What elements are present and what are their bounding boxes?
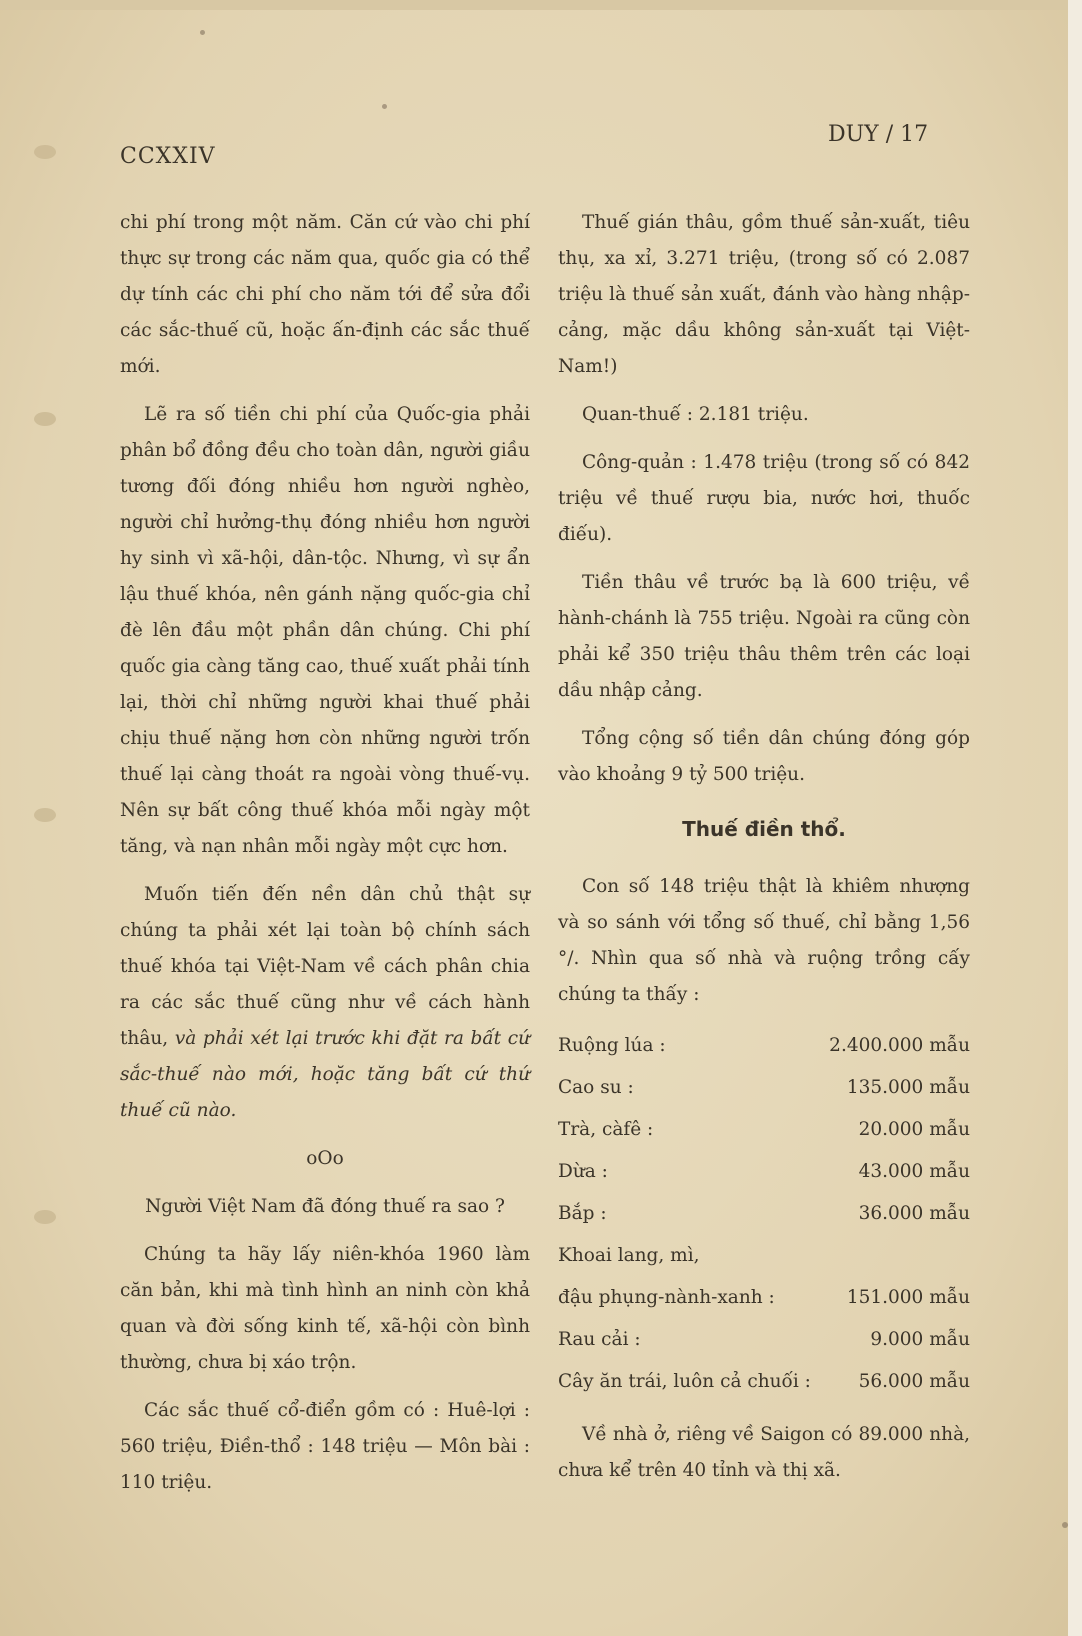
- paragraph: Tổng cộng số tiền dân chúng đóng góp vào khoảng 9 tỷ 500 triệu.: [558, 728, 970, 785]
- crop-value: 2.400.000 mẫu: [829, 1035, 970, 1056]
- crop-value: 135.000 mẫu: [846, 1077, 970, 1098]
- paragraph: Các sắc thuế cổ-điển gồm có : Huê-lợi : 560 triệu, Điền-thổ : 148 triệu — Môn bài : 110 triệu.: [120, 1400, 530, 1493]
- italic-text: và phải xét lại trước khi đặt ra bất cứ sắc-thuế nào mới, hoặc tăng bất cứ thứ thuế cũ nào.: [120, 1028, 530, 1121]
- paragraph: Tiền thâu về trước bạ là 600 triệu, về hành-chánh là 755 triệu. Ngoài ra cũng còn phải kể 350 triệu thâu thêm trên các loại dầu nhập cảng.: [558, 572, 970, 701]
- paragraph: Chúng ta hãy lấy niên-khóa 1960 làm căn bản, khi mà tình hình an ninh còn khả quan và đời sống kinh tế, xã-hội còn bình thường, chưa bị xáo trộn.: [120, 1244, 530, 1373]
- paragraph: [120, 877, 530, 1129]
- list-item: Khoai lang, mì,: [558, 1245, 700, 1266]
- list-item: [558, 1025, 970, 1067]
- page-right-edge: [1068, 0, 1082, 1636]
- paragraph: chi phí trong một năm. Căn cứ vào chi phí thực sự trong các năm qua, quốc gia có thể dự tính các chi phí cho năm tới để sửa đổi các sắc-thuế cũ, hoặc ấn-định các sắc thuế mới.: [120, 212, 530, 377]
- crop-value: 20.000 mẫu: [858, 1119, 970, 1140]
- paragraph: Thuế gián thâu, gồm thuế sản-xuất, tiêu thụ, xa xỉ, 3.271 triệu, (trong số có 2.087 triệu là thuế sản xuất, đánh vào hàng nhập-cảng, mặc dầu không sản-xuất tại Việt-Nam!): [558, 212, 970, 377]
- paragraph: Công-quản : 1.478 triệu (trong số có 842 triệu về thuế rượu bia, nước hơi, thuốc điếu).: [558, 452, 970, 545]
- paragraph-text: Muốn tiến đến nền dân chủ thật sự chúng ta phải xét lại toàn bộ chính sách thuế khóa tại Việt-Nam về cách phân chia ra các sắc thuế cũng như về cách hành thâu,: [120, 884, 530, 1049]
- right-column: [558, 205, 970, 1501]
- crop-label: Cao su :: [558, 1077, 634, 1098]
- list-item: [558, 1361, 970, 1403]
- list-item: [558, 1193, 970, 1235]
- page-top-edge: [0, 0, 1082, 10]
- crop-value: 36.000 mẫu: [858, 1203, 970, 1224]
- speck: [1062, 1522, 1068, 1528]
- page-header-left: CCXXIV: [120, 144, 216, 169]
- binding-hole: [34, 808, 56, 822]
- crop-label: Bắp :: [558, 1203, 607, 1224]
- crop-value: 9.000 mẫu: [870, 1329, 970, 1350]
- crop-label: Rau cải :: [558, 1329, 641, 1350]
- list-item: [558, 1319, 970, 1361]
- paragraph: Về nhà ở, riêng về Saigon có 89.000 nhà, chưa kể trên 40 tỉnh và thị xã.: [558, 1424, 970, 1481]
- crop-value: 56.000 mẫu: [858, 1371, 970, 1392]
- crop-label: Cây ăn trái, luôn cả chuối :: [558, 1371, 811, 1392]
- crop-label: Trà, càfê :: [558, 1119, 654, 1140]
- section-heading: Thuế điền thổ.: [682, 817, 846, 841]
- paragraph: Con số 148 triệu thật là khiêm nhượng và so sánh với tổng số thuế, chỉ bằng 1,56 °/. Nhìn qua số nhà và ruộng trồng cấy chúng ta thấy :: [558, 876, 970, 1005]
- crop-label: Dừa :: [558, 1161, 608, 1182]
- paragraph: Quan-thuế : 2.181 triệu.: [582, 404, 809, 425]
- crop-value: 43.000 mẫu: [858, 1161, 970, 1182]
- crop-value: 151.000 mẫu: [846, 1287, 970, 1308]
- crop-label: đậu phụng-nành-xanh :: [558, 1287, 775, 1308]
- list-item: [558, 1109, 970, 1151]
- binding-hole: [34, 145, 56, 159]
- section-separator: oOo: [306, 1148, 344, 1169]
- speck: [200, 30, 205, 35]
- binding-hole: [34, 412, 56, 426]
- speck: [382, 104, 387, 109]
- section-question: Người Việt Nam đã đóng thuế ra sao ?: [145, 1196, 505, 1217]
- binding-hole: [34, 1210, 56, 1224]
- crop-list: [558, 1025, 970, 1403]
- crop-label: Ruộng lúa :: [558, 1035, 666, 1056]
- left-column: [120, 205, 530, 1513]
- list-item: [558, 1277, 970, 1319]
- list-item: [558, 1067, 970, 1109]
- paragraph: Lẽ ra số tiền chi phí của Quốc-gia phải phân bổ đồng đều cho toàn dân, người giầu tương đối đóng nhiều hơn người nghèo, người chỉ hưởng-thụ đóng nhiều hơn người hy sinh vì xã-hội, dân-tộc. Nhưng, vì sự ẩn lậu thuế khóa, nên gánh nặng quốc-gia chỉ đè lên đầu một phần dân chúng. Chi phí quốc gia càng tăng cao, thuế xuất phải tính lại, thời chỉ những người khai thuế phải chịu thuế nặng hơn còn những người trốn thuế lại càng thoát ra ngoài vòng thuế-vụ. Nên sự bất công thuế khóa mỗi ngày một tăng, và nạn nhân mỗi ngày một cực hơn.: [120, 404, 530, 857]
- page-header-right: DUY / 17: [828, 122, 929, 147]
- list-item: [558, 1151, 970, 1193]
